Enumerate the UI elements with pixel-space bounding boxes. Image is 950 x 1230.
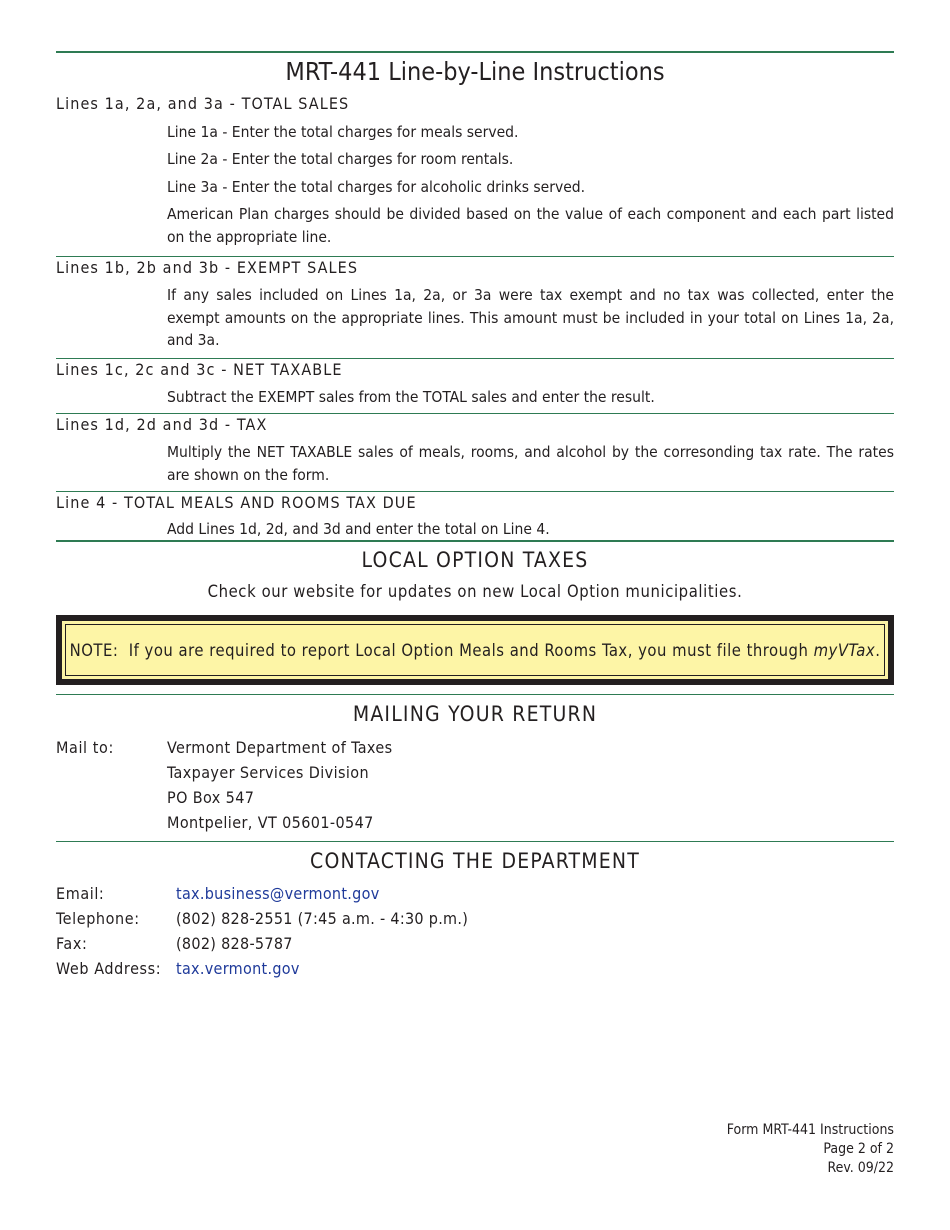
local-option-text: Check our website for updates on new Local Option municipalities. bbox=[207, 582, 743, 601]
footer-form-name: Form MRT-441 Instructions bbox=[726, 1122, 894, 1138]
instruction-total-due: Add Lines 1d, 2d, and 3d and enter the total on Line 4. bbox=[167, 520, 550, 538]
instruction-net-taxable: Subtract the EXEMPT sales from the TOTAL sales and enter the result. bbox=[167, 388, 655, 406]
note-text bbox=[62, 621, 888, 679]
page-title: MRT-441 Line-by-Line Instructions bbox=[285, 57, 665, 86]
telephone-label: Telephone: bbox=[56, 909, 140, 928]
footer bbox=[727, 1121, 894, 1178]
footer-revision: Rev. 09/22 bbox=[827, 1160, 894, 1176]
instruction-exempt-sales: If any sales included on Lines 1a, 2a, or 3a were tax exempt and no tax was collected, enter the exempt amounts on the appropriate lines. This amount must be included in your total on Lines 1a, 2a, and 3a. bbox=[167, 286, 894, 349]
note-suffix: . bbox=[875, 640, 881, 660]
section-divider bbox=[56, 694, 894, 695]
section-divider bbox=[56, 256, 894, 257]
section-heading-exempt-sales: Lines 1b, 2b and 3b - EXEMPT SALES bbox=[56, 258, 359, 277]
instruction-american-plan: American Plan charges should be divided based on the value of each component and each part listed on the appropriate line. bbox=[167, 205, 894, 246]
section-heading-total-due: Line 4 - TOTAL MEALS AND ROOMS TAX DUE bbox=[56, 493, 417, 512]
top-divider bbox=[56, 51, 894, 53]
mailing-heading: MAILING YOUR RETURN bbox=[352, 702, 598, 726]
contact-heading: CONTACTING THE DEPARTMENT bbox=[310, 849, 640, 873]
myvtax-text: myVTax bbox=[813, 640, 876, 660]
section-heading-net-taxable: Lines 1c, 2c and 3c - NET TAXABLE bbox=[56, 360, 343, 379]
section-divider bbox=[56, 358, 894, 359]
note-box bbox=[56, 615, 894, 685]
fax-value: (802) 828-5787 bbox=[176, 934, 293, 953]
instruction-line-3a: Line 3a - Enter the total charges for alcoholic drinks served. bbox=[167, 178, 586, 196]
section-divider bbox=[56, 841, 894, 842]
email-label: Email: bbox=[56, 884, 105, 903]
email-link[interactable]: tax.business@vermont.gov bbox=[176, 884, 380, 903]
footer-page-number: Page 2 of 2 bbox=[823, 1141, 894, 1157]
instruction-tax: Multiply the NET TAXABLE sales of meals, rooms, and alcohol by the corresonding tax rate. The rates are shown on the form. bbox=[167, 443, 894, 484]
section-heading-tax: Lines 1d, 2d and 3d - TAX bbox=[56, 415, 268, 434]
web-address-label: Web Address: bbox=[56, 959, 162, 978]
address-line-4: Montpelier, VT 05601-0547 bbox=[167, 813, 374, 832]
telephone-value: (802) 828-2551 (7:45 a.m. - 4:30 p.m.) bbox=[176, 909, 469, 928]
local-option-heading: LOCAL OPTION TAXES bbox=[361, 548, 589, 572]
address-line-1: Vermont Department of Taxes bbox=[167, 738, 393, 757]
note-prefix: NOTE: If you are required to report Local Option Meals and Rooms Tax, you must file through bbox=[69, 640, 814, 660]
web-address-link[interactable]: tax.vermont.gov bbox=[176, 959, 300, 978]
section-divider-thick bbox=[56, 540, 894, 542]
address-line-3: PO Box 547 bbox=[167, 788, 255, 807]
section-heading-total-sales: Lines 1a, 2a, and 3a - TOTAL SALES bbox=[56, 94, 350, 113]
fax-label: Fax: bbox=[56, 934, 88, 953]
instruction-line-1a: Line 1a - Enter the total charges for meals served. bbox=[167, 123, 519, 141]
instruction-line-2a: Line 2a - Enter the total charges for room rentals. bbox=[167, 150, 514, 168]
mail-to-label: Mail to: bbox=[56, 738, 114, 757]
section-divider bbox=[56, 413, 894, 414]
section-divider bbox=[56, 491, 894, 492]
address-line-2: Taxpayer Services Division bbox=[167, 763, 370, 782]
